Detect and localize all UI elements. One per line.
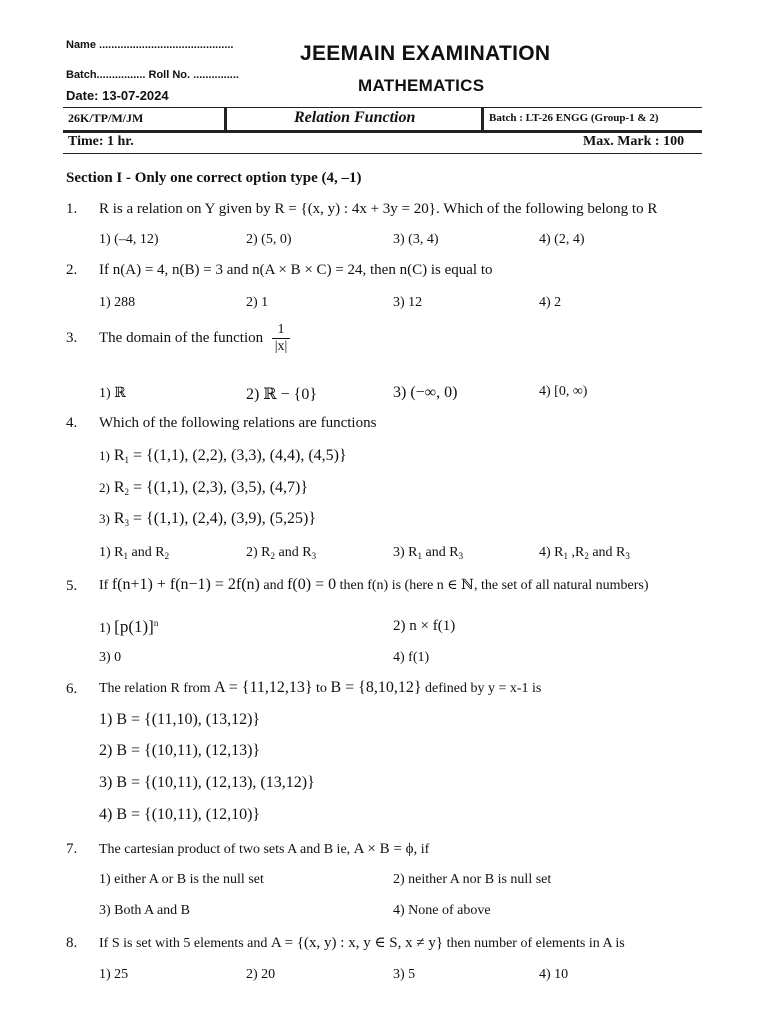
exam-time: Time: 1 hr. [68,134,134,149]
option-1 [99,545,169,561]
relation-name: R [113,510,125,527]
option-3: 3) Both A and B [99,903,191,918]
option-1 [99,617,158,637]
question-text [99,933,625,952]
option-2: 2) 1 [246,295,269,310]
option-2: 2) n × f(1) [393,618,456,634]
header-top-rule [63,107,702,108]
question-number: 6. [66,681,78,697]
fraction-denominator: |x| [274,339,288,354]
option-4: 4) f(1) [393,650,430,665]
text-fragment: then f(n) is (here [339,578,434,593]
option-3: 3) 12 [393,295,423,310]
question-number: 1. [66,201,78,217]
option-3: 3) B = {(10,11), (12,13), (13,12)} [99,774,315,791]
option-3: 3) 5 [393,967,416,982]
option-4: 4) B = {(10,11), (12,10)} [99,806,261,823]
question-number: 4. [66,415,78,431]
text-fragment: The relation R from [99,681,211,696]
option-4: 4) [0, ∞) [539,384,588,399]
relation-r2 [99,479,308,497]
question-number: 3. [66,330,78,346]
relation-subscript: 1 [124,455,130,465]
option-2 [246,545,316,561]
relation-label: 3) [99,511,110,526]
text-fragment: defined by y = x-1 is [425,681,542,696]
question-text [99,679,541,697]
math-expression: A × B = ϕ, [353,841,418,857]
option-end: and R [588,545,626,560]
subscript: 1 [123,551,128,561]
subscript: 1 [417,551,422,561]
header-bottom-rule [63,153,702,154]
max-mark: Max. Mark : 100 [583,134,685,149]
subscript: 3 [625,551,630,561]
option-3: 3) (3, 4) [393,232,439,247]
option-4 [539,545,630,561]
option-prefix: 1) R [99,545,124,560]
text-fragment: if [420,842,430,857]
option-2: 2) B = {(10,11), (12,13)} [99,742,261,759]
relation-subscript: 2 [124,487,130,497]
text-fragment: The cartesian product of two sets A and B ie, [99,842,351,857]
math-expression: n ∈ ℕ [436,578,474,593]
relation-set: = {(1,1), (2,2), (3,3), (4,4), (4,5)} [129,447,347,464]
relation-set: = {(1,1), (2,4), (3,9), (5,25)} [129,510,317,527]
option-4: 4) 2 [539,295,562,310]
relation-label: 2) [99,480,110,495]
math-expression: f(0) = 0 [287,576,337,593]
option-4: 4) (2, 4) [539,232,585,247]
name-field-label: Name ............................................ [66,39,234,51]
option-4: 4) None of above [393,903,491,918]
option-prefix: 4) R [539,545,564,560]
header-mid-rule [63,130,702,133]
relation-name: R [113,479,125,496]
subject-title: MATHEMATICS [358,76,485,95]
option-label: 1) [99,621,111,636]
topic-title: Relation Function [294,109,416,126]
relation-name: R [113,447,125,464]
math-expression: f(n+1) + f(n−1) = 2f(n) [111,576,260,593]
option-1: 1) (–4, 12) [99,232,159,247]
option-2: 2) neither A nor B is null set [393,872,552,887]
option-3: 3) 0 [99,650,122,665]
text-fragment: If S is set with 5 elements and [99,936,268,951]
math-expression: [p(1)] [114,617,154,636]
question-text [99,841,429,858]
option-prefix: 2) R [246,545,271,560]
subscript: 2 [270,551,275,561]
batch-roll-label: Batch................ Roll No. ............... [66,69,239,81]
relation-subscript: 3 [124,518,130,528]
batch-info: Batch : LT-26 ENGG (Group-1 & 2) [489,112,659,124]
option-prefix: 3) R [393,545,418,560]
subscript: 1 [563,551,568,561]
paper-code: 26K/TP/M/JM [68,111,144,125]
option-3 [393,545,463,561]
question-text [99,576,649,594]
question-number: 8. [66,935,78,951]
relation-r1 [99,447,347,465]
header-divider-2 [481,108,484,131]
subscript: 2 [164,551,170,561]
option-2: 2) ℝ − {0} [246,386,318,403]
exam-title: JEEMAIN EXAMINATION [300,42,551,65]
subscript: 2 [584,551,589,561]
option-2: 2) 20 [246,967,276,982]
subscript: 3 [458,551,464,561]
superscript: n [153,618,159,628]
text-fragment: , the set of all natural numbers) [473,578,649,593]
option-3: 3) (−∞, 0) [393,384,458,401]
fraction-numerator: 1 [277,322,285,337]
question-number: 7. [66,841,78,857]
text-fragment: If [99,578,109,593]
question-text: R is a relation on Y given by R = {(x, y) : 4x + 3y = 20}. Which of the following belong to R [99,201,658,217]
option-mid: ,R [568,545,585,560]
exam-date: Date: 13-07-2024 [66,88,169,103]
option-1: 1) B = {(11,10), (13,12)} [99,711,261,728]
option-1: 1) either A or B is the null set [99,872,264,887]
option-1: 1) 25 [99,967,129,982]
math-expression: A = {11,12,13} [214,679,313,696]
relation-r3 [99,510,316,528]
header-divider-1 [224,108,227,131]
relation-label: 1) [99,448,110,463]
text-fragment: then number of elements in A is [446,936,625,951]
option-1: 1) ℝ [99,386,126,401]
question-number: 5. [66,578,78,594]
section-title: Section I - Only one correct option type (4, –1) [66,170,362,186]
option-mid: and R [128,545,165,560]
relation-set: = {(1,1), (2,3), (3,5), (4,7)} [129,479,309,496]
option-2: 2) (5, 0) [246,232,292,247]
question-text: If n(A) = 4, n(B) = 3 and n(A × B × C) = 24, then n(C) is equal to [99,262,493,278]
fraction [272,322,290,355]
question-text: Which of the following relations are functions [99,415,377,431]
math-expression: A = {(x, y) : x, y ∈ S, x ≠ y} [270,935,444,951]
option-mid: and R [422,545,459,560]
option-4: 4) 10 [539,967,569,982]
option-1: 1) 288 [99,295,136,310]
math-expression: B = {8,10,12} [330,679,422,696]
question-text: The domain of the function [99,330,264,346]
text-fragment: to [316,681,327,696]
option-mid: and R [275,545,312,560]
question-number: 2. [66,262,78,278]
text-fragment: and [263,578,284,593]
subscript: 3 [311,551,317,561]
